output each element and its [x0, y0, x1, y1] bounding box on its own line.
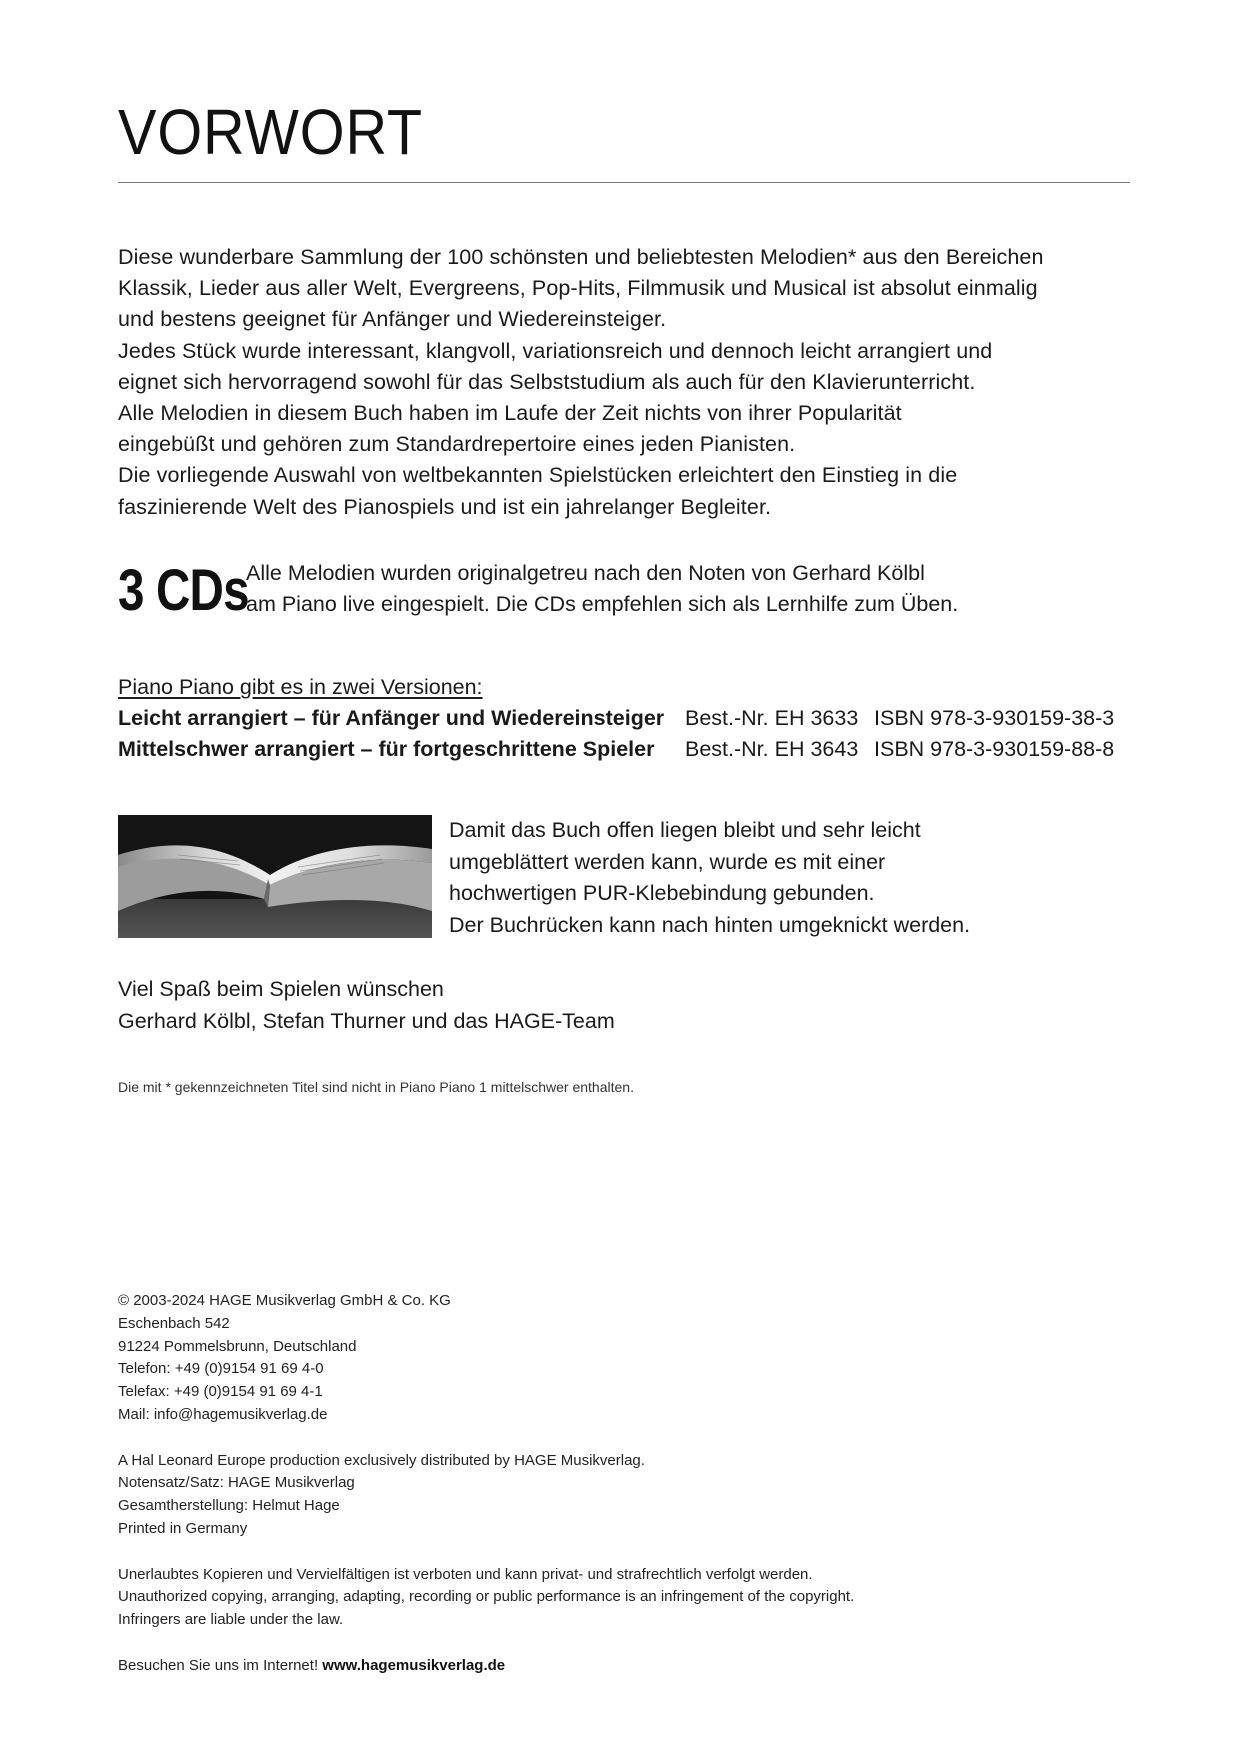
- cd-count-badge: 3 CDs: [118, 558, 249, 623]
- version-name: Mittelschwer arrangiert – für fortgeschrittene Spieler: [118, 737, 655, 761]
- imprint-line: Telefax: +49 (0)9154 91 69 4-1: [118, 1383, 323, 1401]
- open-book-photo: [118, 815, 432, 938]
- imprint-line: A Hal Leonard Europe production exclusively distributed by HAGE Musikverlag.: [118, 1451, 645, 1469]
- website-link[interactable]: www.hagemusikverlag.de: [322, 1656, 506, 1674]
- binding-line: hochwertigen PUR-Klebebindung gebunden.: [449, 881, 875, 905]
- intro-line: Diese wunderbare Sammlung der 100 schönsten und beliebtesten Melodien* aus den Bereichen: [118, 245, 1044, 269]
- intro-line: Jedes Stück wurde interessant, klangvoll, variationsreich und dennoch leicht arrangiert und: [118, 338, 993, 363]
- imprint-line: Telefon: +49 (0)9154 91 69 4-0: [118, 1360, 324, 1378]
- binding-section: [118, 815, 1128, 940]
- cd-line: Alle Melodien wurden originalgetreu nach den Noten von Gerhard Kölbl: [246, 561, 925, 585]
- binding-description: [449, 815, 1129, 941]
- imprint-line: Mail: info@hagemusikverlag.de: [118, 1405, 328, 1423]
- imprint-spacer: [118, 1427, 1118, 1450]
- intro-paragraph: [118, 242, 1128, 523]
- imprint-line: Unerlaubtes Kopieren und Vervielfältigen ist verboten und kann privat- und strafrechtlich verfolgt werden.: [118, 1565, 813, 1583]
- imprint-spacer: [118, 1632, 1118, 1655]
- versions-section: [118, 672, 1138, 765]
- cd-description: [246, 558, 1126, 620]
- intro-line: eingebüßt und gehören zum Standardrepertoire eines jeden Pianisten.: [118, 432, 796, 457]
- visit-text: Besuchen Sie uns im Internet!: [118, 1656, 319, 1674]
- version-isbn: ISBN 978-3-930159-88-8: [874, 737, 1115, 761]
- version-isbn: ISBN 978-3-930159-38-3: [874, 706, 1115, 730]
- page-title: VORWORT: [118, 96, 423, 168]
- footnote-text: Die mit * gekennzeichneten Titel sind nicht in Piano Piano 1 mittelschwer enthalten.: [118, 1079, 634, 1095]
- imprint-line: 91224 Pommelsbrunn, Deutschland: [118, 1337, 357, 1355]
- intro-line: Klassik, Lieder aus aller Welt, Evergreens, Pop-Hits, Filmmusik und Musical ist absolut einmalig: [118, 276, 1038, 301]
- intro-line: Die vorliegende Auswahl von weltbekannten Spielstücken erleichtert den Einstieg in die: [118, 463, 958, 488]
- imprint-line: Gesamtherstellung: Helmut Hage: [118, 1497, 340, 1515]
- imprint-line: Printed in Germany: [118, 1519, 248, 1537]
- version-row: [118, 734, 1138, 765]
- imprint-line: Eschenbach 542: [118, 1314, 230, 1332]
- signoff-signers: Gerhard Kölbl, Stefan Thurner und das HAGE-Team: [118, 1008, 615, 1033]
- imprint-line: Infringers are liable under the law.: [118, 1611, 344, 1629]
- imprint-line: Notensatz/Satz: HAGE Musikverlag: [118, 1474, 355, 1492]
- binding-line: Der Buchrücken kann nach hinten umgeknickt werden.: [449, 912, 971, 937]
- intro-line: eignet sich hervorragend sowohl für das Selbststudium als auch für den Klavierunterricht.: [118, 369, 976, 394]
- imprint-spacer: [118, 1541, 1118, 1564]
- intro-line: faszinierende Welt des Pianospiels und ist ein jahrelanger Begleiter.: [118, 494, 772, 519]
- open-book-illustration: [118, 815, 432, 938]
- binding-line: umgeblättert werden kann, wurde es mit einer: [449, 849, 886, 874]
- imprint: [118, 1290, 1118, 1678]
- imprint-line: Unauthorized copying, arranging, adapting, recording or public performance is an infringement of the copyright.: [118, 1588, 855, 1606]
- signoff-greeting: Viel Spaß beim Spielen wünschen: [118, 977, 444, 1001]
- intro-line: und bestens geeignet für Anfänger und Wiedereinsteiger.: [118, 307, 667, 332]
- signoff: [118, 974, 918, 1037]
- cd-section: [118, 558, 1128, 628]
- version-order-number: Best.-Nr. EH 3633: [685, 706, 859, 730]
- footnote: [118, 1078, 1018, 1096]
- versions-heading: Piano Piano gibt es in zwei Versionen:: [118, 675, 483, 699]
- website-line: [118, 1655, 1118, 1678]
- binding-line: Damit das Buch offen liegen bleibt und sehr leicht: [449, 818, 921, 842]
- title-divider: [118, 182, 1130, 183]
- imprint-line: © 2003-2024 HAGE Musikverlag GmbH & Co. KG: [118, 1292, 451, 1309]
- version-name: Leicht arrangiert – für Anfänger und Wiedereinsteiger: [118, 706, 665, 730]
- intro-line: Alle Melodien in diesem Buch haben im Laufe der Zeit nichts von ihrer Popularität: [118, 401, 902, 426]
- cd-line: am Piano live eingespielt. Die CDs empfehlen sich als Lernhilfe zum Üben.: [246, 592, 959, 616]
- version-order-number: Best.-Nr. EH 3643: [685, 737, 859, 761]
- version-row: [118, 703, 1138, 734]
